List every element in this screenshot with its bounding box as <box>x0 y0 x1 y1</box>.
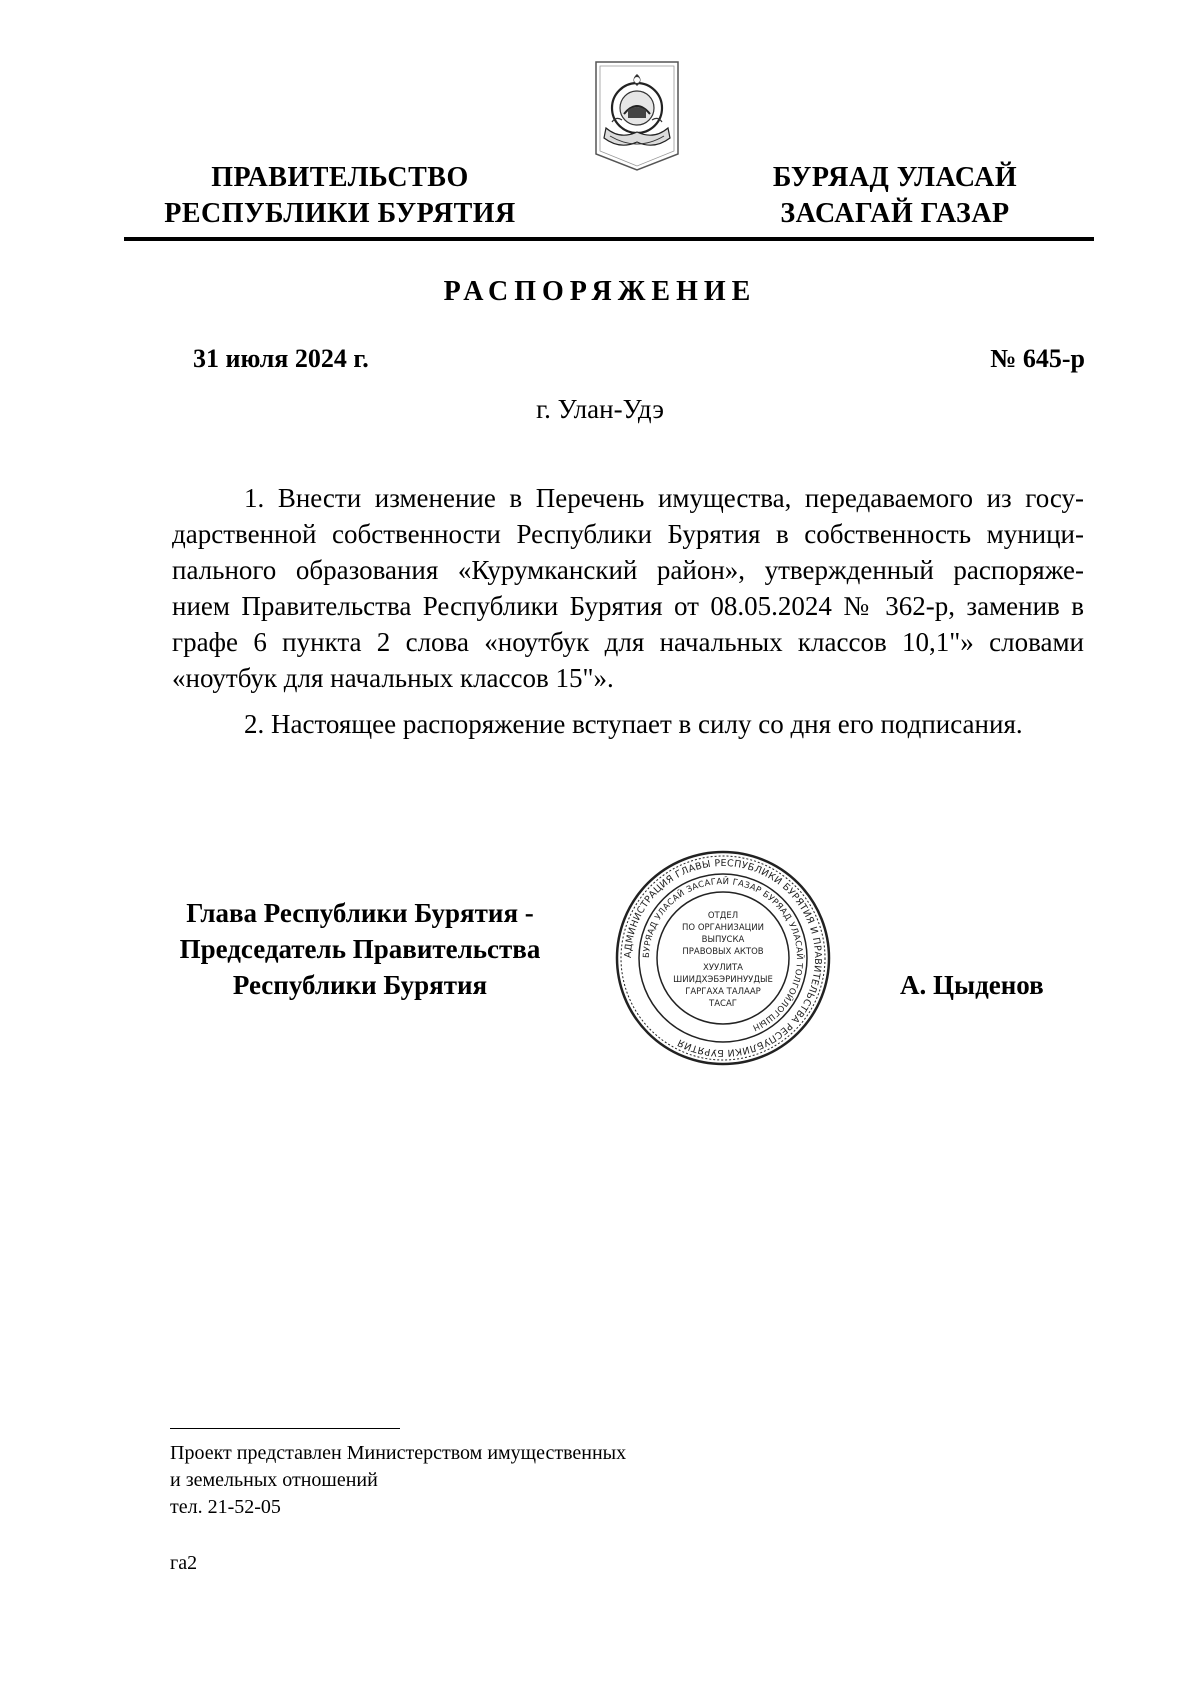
stamp-center-line: ПРАВОВЫХ АКТОВ <box>682 947 764 957</box>
stamp-center-line: ХУУЛИТА <box>703 963 743 973</box>
footer-divider <box>170 1428 400 1429</box>
paragraph-1-line: нием Правительства Республики Бурятия от 08.05.2024 № 362-р, заменив в <box>172 591 1084 621</box>
paragraph-1-line: 1. Внести изменение в Перечень имущества, передаваемого из госу- <box>244 483 1084 513</box>
stamp-center-line: ШИИДХЭБЭРИНУУДЫЕ <box>673 975 773 985</box>
paragraph-1 <box>172 480 1084 696</box>
signature-title-line: Председатель Правительства <box>179 934 541 964</box>
footer-note <box>170 1440 770 1521</box>
header-divider <box>124 237 1094 241</box>
stamp-inner-text: БУРЯАД УЛАСАЙ ЗАСАГАЙ ГАЗАР БУРЯАД УЛАСАЙ ТОЛГОЙЛОГШЫН <box>641 876 805 1033</box>
header-left-line-2: РЕСПУБЛИКИ БУРЯТИЯ <box>164 198 516 229</box>
footer-line: тел. 21-52-05 <box>170 1496 281 1518</box>
paragraph-1-line: «ноутбук для начальных классов 15"». <box>172 663 614 693</box>
stamp-center-line: ТАСАГ <box>709 999 737 1009</box>
stamp-center-line: ГАРГАХА ТАЛААР <box>685 987 761 997</box>
stamp-center-line: ВЫПУСКА <box>701 935 745 945</box>
footer-line: Проект представлен Министерством имущественных <box>170 1442 627 1464</box>
paragraph-2: 2. Настоящее распоряжение вступает в силу со дня его подписания. <box>244 709 1023 739</box>
paragraph-1-line: пального образования «Курумканский район», утвержденный распоряже- <box>172 555 1084 585</box>
header-left <box>160 160 520 232</box>
stamp-outer-text: АДМИНИСТРАЦИЯ ГЛАВЫ РЕСПУБЛИКИ БУРЯТИЯ И ПРАВИТЕЛЬСТВА РЕСПУБЛИКИ БУРЯТИЯ <box>622 857 824 1059</box>
header-right <box>755 160 1035 232</box>
svg-text:АДМИНИСТРАЦИЯ ГЛАВЫ РЕСПУБЛИКИ <box>623 858 823 1058</box>
document-number: № 645-р <box>990 344 1085 373</box>
paragraph-1-line: дарственной собственности Республики Бурятия в собственность муници- <box>172 519 1084 549</box>
header-left-line-1: ПРАВИТЕЛЬСТВО <box>211 162 469 193</box>
header-right-line-2: ЗАСАГАЙ ГАЗАР <box>780 198 1010 229</box>
signature-title-line: Глава Республики Бурятия - <box>186 898 534 928</box>
header-right-line-1: БУРЯАД УЛАСАЙ <box>772 162 1018 193</box>
document-type: РАСПОРЯЖЕНИЕ <box>443 276 757 307</box>
stamp-center-line: ПО ОРГАНИЗАЦИИ <box>682 923 764 933</box>
coat-of-arms-icon <box>592 58 682 176</box>
footer-code: га2 <box>170 1552 198 1574</box>
signatory-name: А. Цыденов <box>900 970 1044 1000</box>
stamp-center-line: ОТДЕЛ <box>707 911 739 921</box>
document-city: г. Улан-Удэ <box>536 394 664 424</box>
signature-title-line: Республики Бурятия <box>232 970 488 1000</box>
document-date: 31 июля 2024 г. <box>193 344 369 373</box>
footer-line: и земельных отношений <box>170 1469 378 1491</box>
official-stamp <box>613 848 833 1068</box>
paragraph-1-line: графе 6 пункта 2 слова «ноутбук для начальных классов 10,1"» словами <box>172 627 1084 657</box>
signature-title <box>160 895 560 1003</box>
